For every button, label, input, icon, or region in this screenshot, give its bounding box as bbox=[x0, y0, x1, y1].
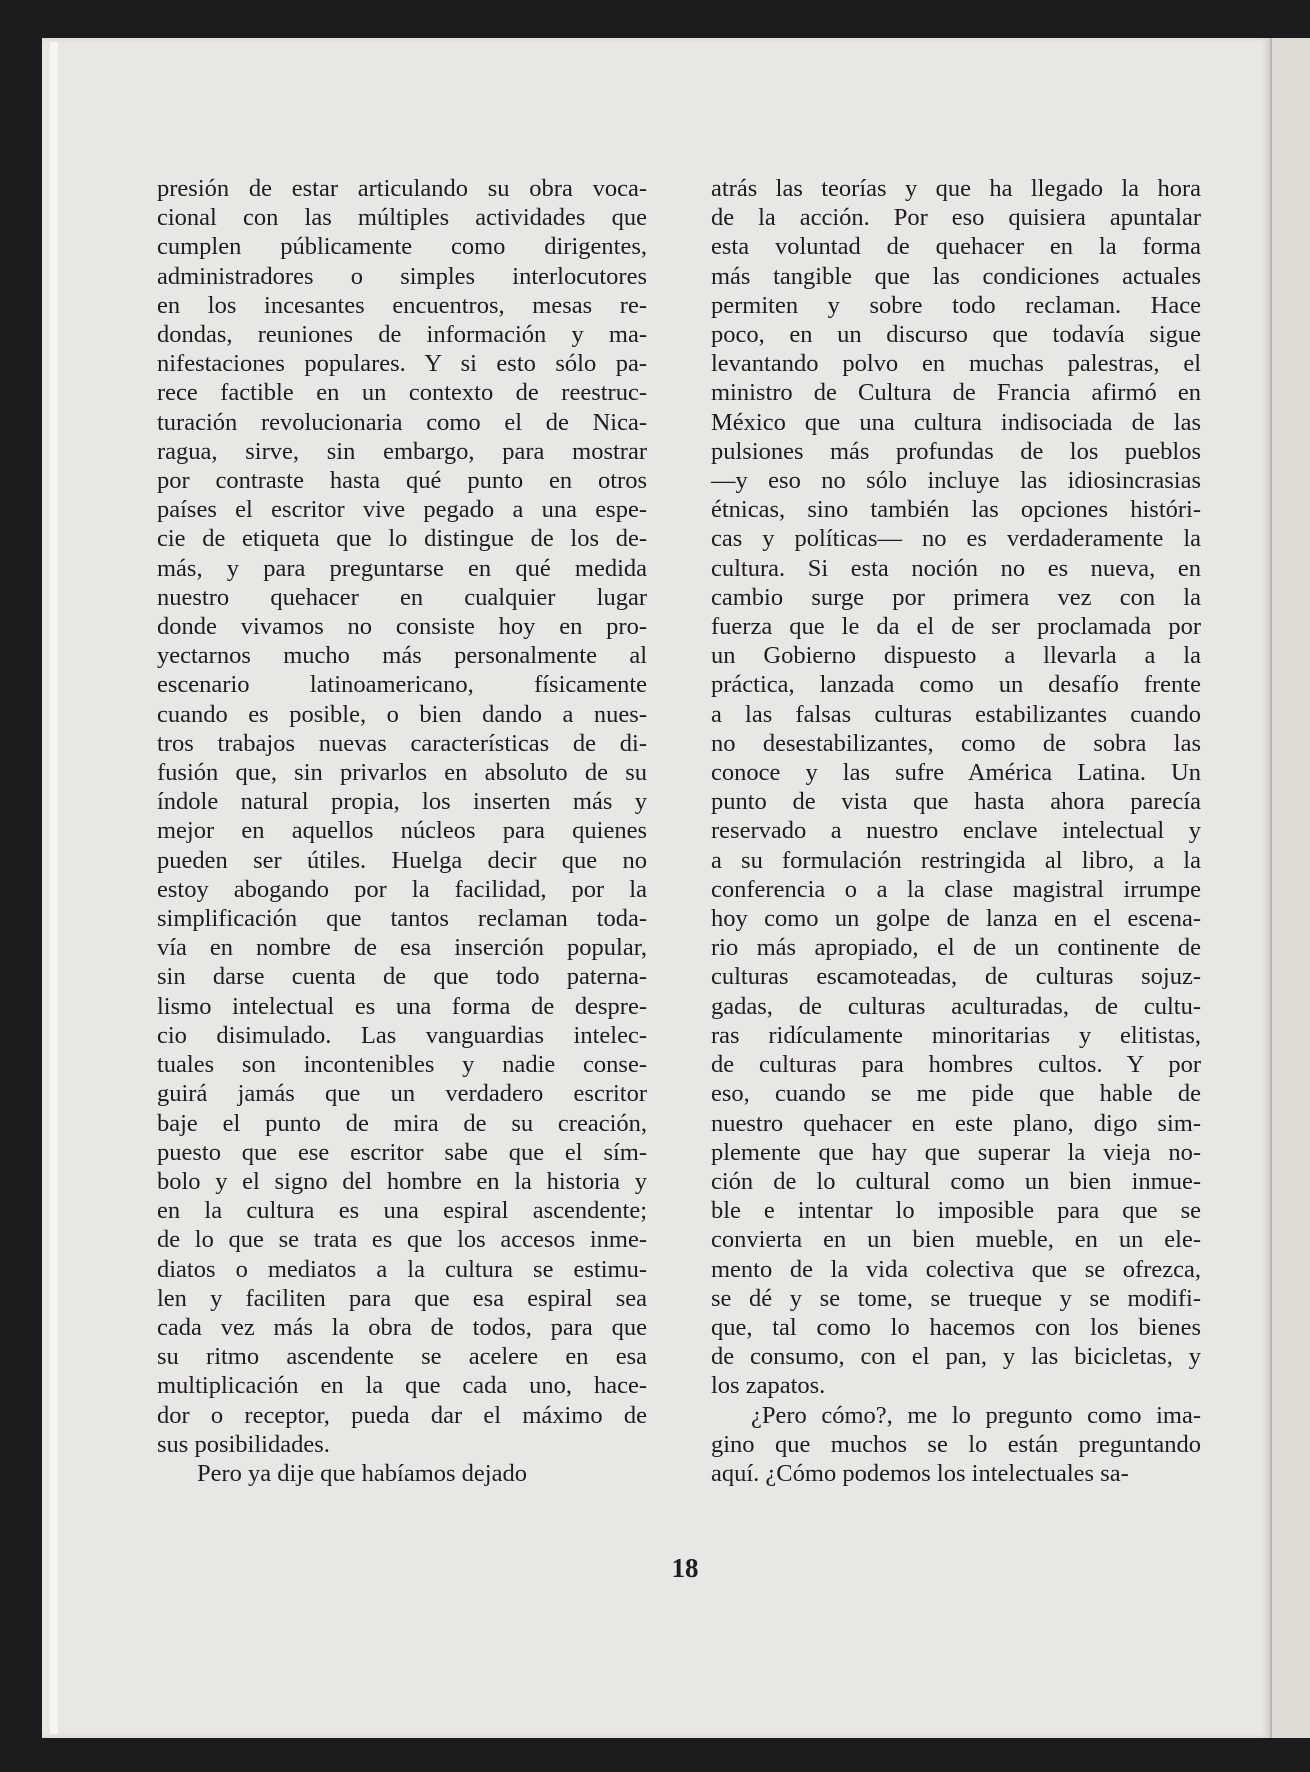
text-line: diatos o mediatos a la cultura se estimu- bbox=[157, 1255, 647, 1283]
text-line: levantando polvo en muchas palestras, el bbox=[711, 350, 1201, 378]
text-line: se dé y se tome, se trueque y se modifi- bbox=[711, 1284, 1201, 1312]
text-line: administradores o simples interlocutores bbox=[157, 262, 647, 290]
text-line: culturas escamoteadas, de culturas sojuz- bbox=[711, 963, 1201, 991]
text-line: cultura. Si esta noción no es nueva, en bbox=[711, 554, 1201, 582]
text-line: pueden ser útiles. Huelga decir que no bbox=[157, 846, 647, 874]
text-line: cuando es posible, o bien dando a nues- bbox=[157, 700, 647, 728]
text-line: ción de lo cultural como un bien inmue- bbox=[711, 1167, 1201, 1195]
text-line: atrás las teorías y que ha llegado la hora bbox=[711, 175, 1201, 202]
text-line: eso, cuando se me pide que hable de bbox=[711, 1080, 1201, 1108]
text-line: permiten y sobre todo reclaman. Hace bbox=[711, 291, 1201, 319]
text-line: su ritmo ascendente se acelere en esa bbox=[157, 1343, 647, 1371]
text-line: a su formulación restringida al libro, a la bbox=[711, 846, 1201, 874]
text-line: un Gobierno dispuesto a llevarla a la bbox=[711, 642, 1201, 670]
text-line: convierta en un bien mueble, en un ele- bbox=[711, 1226, 1201, 1254]
text-line: donde vivamos no consiste hoy en pro- bbox=[157, 613, 647, 641]
text-line: presión de estar articulando su obra voca- bbox=[157, 175, 647, 202]
text-line: pulsiones más profundas de los pueblos bbox=[711, 437, 1201, 465]
text-line: nifestaciones populares. Y si esto sólo pa- bbox=[157, 350, 647, 378]
text-line: cada vez más la obra de todos, para que bbox=[157, 1313, 647, 1341]
text-column-left bbox=[157, 174, 647, 1488]
text-line: de consumo, con el pan, y las bicicletas, y bbox=[711, 1343, 1201, 1371]
text-line: puesto que ese escritor sabe que el sím- bbox=[157, 1138, 647, 1166]
page-number: 18 bbox=[671, 1553, 699, 1583]
text-line: bolo y el signo del hombre en la historia y bbox=[157, 1167, 647, 1195]
text-line: mejor en aquellos núcleos para quienes bbox=[157, 817, 647, 845]
text-line: esta voluntad de quehacer en la forma bbox=[711, 233, 1201, 261]
text-line: por contraste hasta qué punto en otros bbox=[157, 467, 647, 495]
text-line: mento de la vida colectiva que se ofrezca, bbox=[711, 1255, 1201, 1283]
text-line: dondas, reuniones de información y ma- bbox=[157, 321, 647, 349]
text-line: índole natural propia, los inserten más y bbox=[157, 788, 647, 816]
text-column-right bbox=[711, 174, 1201, 1488]
text-line: en la cultura es una espiral ascendente; bbox=[157, 1197, 647, 1225]
text-line: que, tal como lo hacemos con los bienes bbox=[711, 1313, 1201, 1341]
text-line: cio disimulado. Las vanguardias intelec- bbox=[157, 1021, 647, 1049]
text-line: más, y para preguntarse en qué medida bbox=[157, 554, 647, 582]
text-line: en los incesantes encuentros, mesas re- bbox=[157, 291, 647, 319]
text-line: simplificación que tantos reclaman toda- bbox=[157, 905, 647, 933]
text-line: guirá jamás que un verdadero escritor bbox=[157, 1080, 647, 1108]
text-line: tuales son incontenibles y nadie conse- bbox=[157, 1051, 647, 1079]
text-line: gadas, de culturas aculturadas, de cultu- bbox=[711, 992, 1201, 1020]
text-line: reservado a nuestro enclave intelectual y bbox=[711, 817, 1201, 845]
text-line: turación revolucionaria como el de Nica- bbox=[157, 408, 647, 436]
text-line: dor o receptor, pueda dar el máximo de bbox=[157, 1401, 647, 1429]
text-line: ¿Pero cómo?, me lo pregunto como ima- bbox=[751, 1401, 1201, 1429]
text-line: ministro de Cultura de Francia afirmó en bbox=[711, 379, 1201, 407]
text-line: Pero ya dije que habíamos dejado bbox=[197, 1459, 527, 1487]
text-line: ragua, sirve, sin embargo, para mostrar bbox=[157, 437, 647, 465]
text-line: países el escritor vive pegado a una espe- bbox=[157, 496, 647, 524]
text-line: fuerza que le da el de ser proclamada por bbox=[711, 613, 1201, 641]
text-line: hoy como un golpe de lanza en el escena- bbox=[711, 905, 1201, 933]
text-line: rece factible en un contexto de reestruc- bbox=[157, 379, 647, 407]
next-page-edge bbox=[1270, 38, 1310, 1738]
text-line: sin darse cuenta de que todo paterna- bbox=[157, 963, 647, 991]
text-line: gino que muchos se lo están preguntando bbox=[711, 1430, 1201, 1458]
text-line: lismo intelectual es una forma de despre- bbox=[157, 992, 647, 1020]
text-line: plemente que hay que superar la vieja no- bbox=[711, 1138, 1201, 1166]
text-line: len y faciliten para que esa espiral sea bbox=[157, 1284, 647, 1312]
text-line: estoy abogando por la facilidad, por la bbox=[157, 875, 647, 903]
text-line: nuestro quehacer en este plano, digo sim- bbox=[711, 1109, 1201, 1137]
page-binding-edge bbox=[50, 42, 58, 1734]
text-line: aquí. ¿Cómo podemos los intelectuales sa- bbox=[711, 1459, 1129, 1487]
text-line: México que una cultura indisociada de las bbox=[711, 408, 1201, 436]
text-line: más tangible que las condiciones actuales bbox=[711, 262, 1201, 290]
text-line: los zapatos. bbox=[711, 1372, 826, 1400]
text-line: rio más apropiado, el de un continente de bbox=[711, 934, 1201, 962]
text-line: fusión que, sin privarlos en absoluto de su bbox=[157, 759, 647, 787]
text-line: cas y políticas— no es verdaderamente la bbox=[711, 525, 1201, 553]
text-line: nuestro quehacer en cualquier lugar bbox=[157, 583, 647, 611]
text-line: cional con las múltiples actividades que bbox=[157, 204, 647, 232]
text-line: yectarnos mucho más personalmente al bbox=[157, 642, 647, 670]
text-line: conoce y las sufre América Latina. Un bbox=[711, 759, 1201, 787]
text-line: de la acción. Por eso quisiera apuntalar bbox=[711, 204, 1201, 232]
text-line: cambio surge por primera vez con la bbox=[711, 583, 1201, 611]
text-line: ble e intentar lo imposible para que se bbox=[711, 1197, 1201, 1225]
text-line: tros trabajos nuevas características de di- bbox=[157, 729, 647, 757]
text-line: punto de vista que hasta ahora parecía bbox=[711, 788, 1201, 816]
text-line: vía en nombre de esa inserción popular, bbox=[157, 934, 647, 962]
text-line: cie de etiqueta que lo distingue de los de- bbox=[157, 525, 647, 553]
text-line: étnicas, sino también las opciones históri- bbox=[711, 496, 1201, 524]
text-line: conferencia o a la clase magistral irrumpe bbox=[711, 875, 1201, 903]
text-line: sus posibilidades. bbox=[157, 1430, 330, 1458]
text-line: baje el punto de mira de su creación, bbox=[157, 1109, 647, 1137]
text-line: no desestabilizantes, como de sobra las bbox=[711, 729, 1201, 757]
text-line: ras ridículamente minoritarias y elitistas, bbox=[711, 1021, 1201, 1049]
text-line: práctica, lanzada como un desafío frente bbox=[711, 671, 1201, 699]
text-line: —y eso no sólo incluye las idiosincrasias bbox=[711, 467, 1201, 495]
text-line: cumplen públicamente como dirigentes, bbox=[157, 233, 647, 261]
text-line: a las falsas culturas estabilizantes cuando bbox=[711, 700, 1201, 728]
text-line: escenario latinoamericano, físicamente bbox=[157, 671, 647, 699]
text-line: de lo que se trata es que los accesos inme- bbox=[157, 1226, 647, 1254]
text-line: multiplicación en la que cada uno, hace- bbox=[157, 1372, 647, 1400]
text-line: de culturas para hombres cultos. Y por bbox=[711, 1051, 1201, 1079]
text-line: poco, en un discurso que todavía sigue bbox=[711, 321, 1201, 349]
